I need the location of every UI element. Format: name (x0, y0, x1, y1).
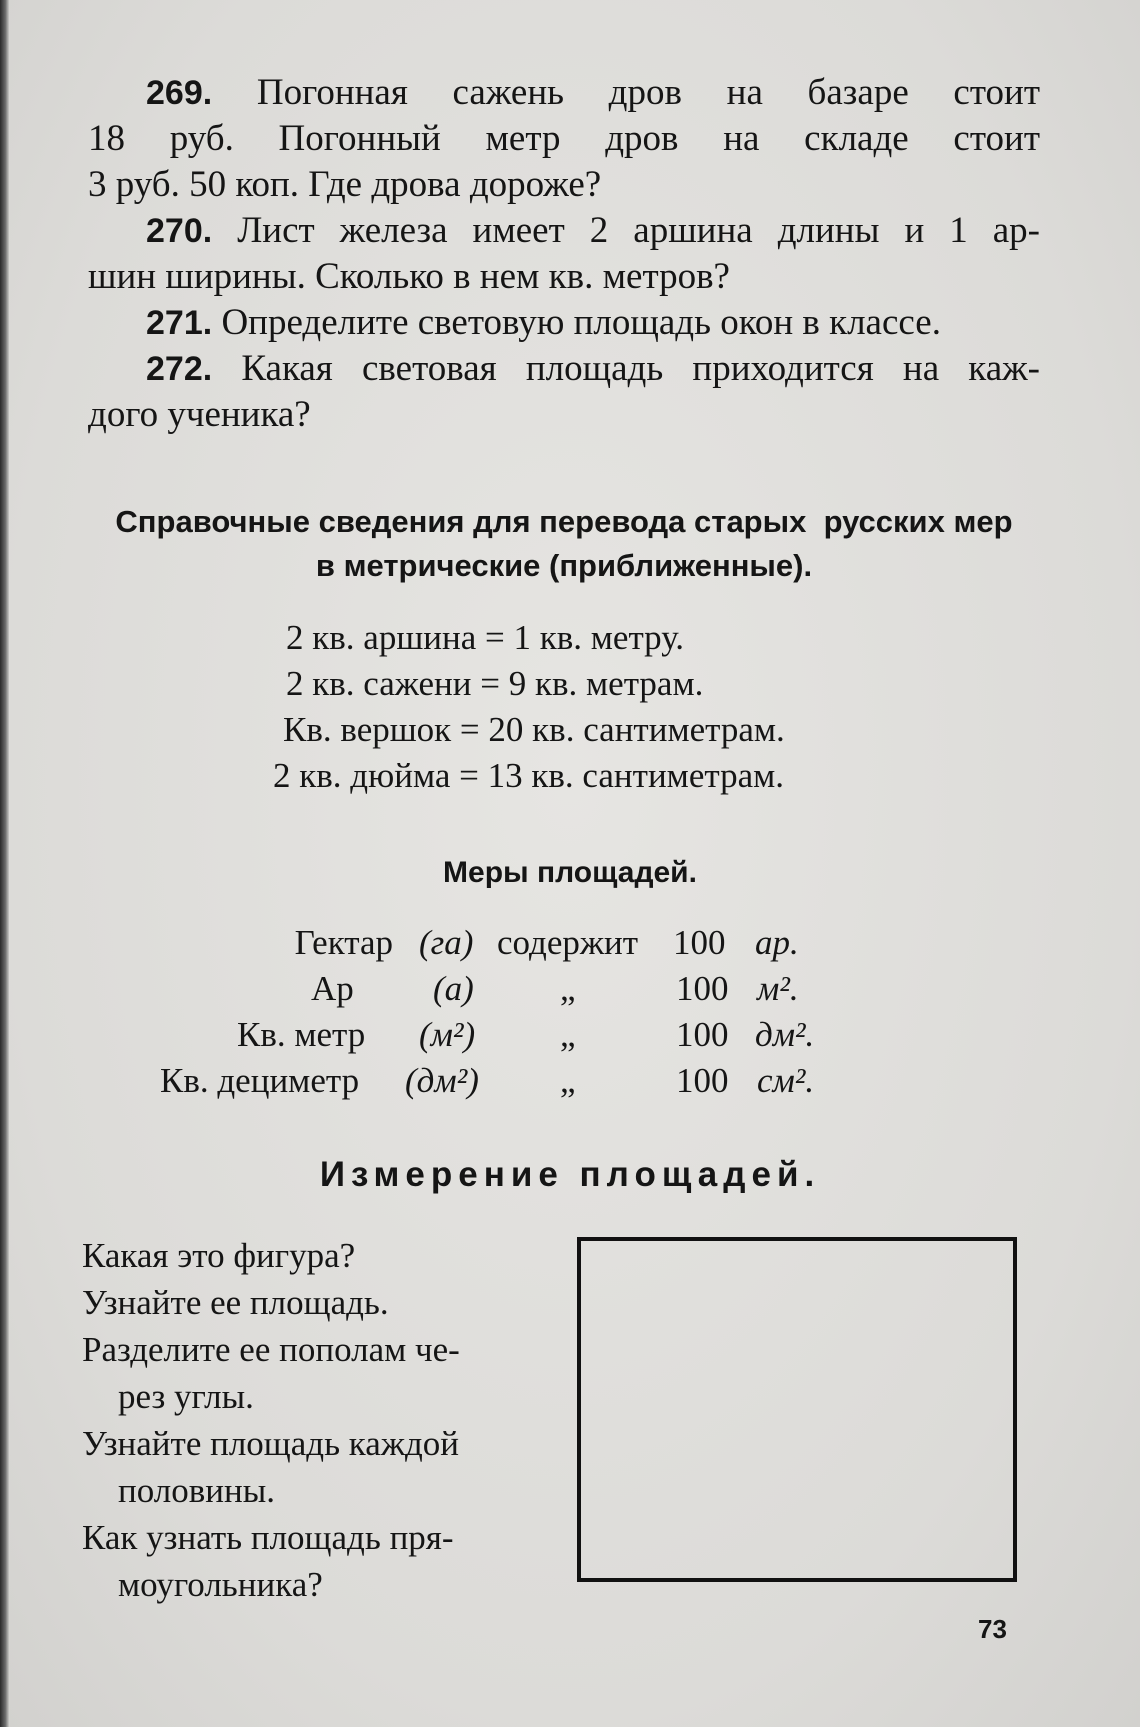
measure-unit: дм². (755, 1015, 815, 1054)
measure-verb: содержит (497, 923, 639, 962)
problem-text: Лист железа имеет 2 аршина длины и 1 ар- (237, 210, 1040, 251)
problem-text: шин ширины. Сколько в нем кв. метров? (88, 256, 730, 297)
conversion-list (250, 615, 950, 799)
question-text-continued: моугольника? (118, 1565, 323, 1604)
measure-abbr-text: (га) (419, 923, 474, 962)
problem-271 (88, 300, 1040, 346)
measure-abbr (419, 920, 473, 966)
problems-block (88, 70, 1040, 438)
measure-abbr (433, 966, 474, 1012)
measure-name: Ар (311, 969, 354, 1008)
question-list (82, 1232, 542, 1608)
question-item (82, 1514, 542, 1608)
question-text: Как узнать площадь пря- (82, 1518, 454, 1557)
question-item (82, 1420, 542, 1514)
page-number: 73 (978, 1614, 1007, 1644)
problem-number: 271. (146, 304, 213, 342)
conversion-line: 2 кв. сажени = 9 кв. метрам. (286, 664, 704, 703)
problem-number: 272. (146, 350, 213, 388)
reference-heading (88, 500, 1040, 588)
question-item (82, 1279, 542, 1326)
question-text: Какая это фигура? (82, 1236, 356, 1275)
area-measurement-heading: Измерение площадей. (319, 1155, 821, 1194)
problem-text: дого ученика? (88, 394, 311, 435)
measure-unit: см². (757, 1061, 815, 1100)
problem-269 (88, 70, 1040, 208)
measure-abbr-text: (дм²) (405, 1061, 479, 1100)
question-text-continued: рез углы. (118, 1377, 254, 1416)
problem-text: Какая световая площадь приходится на каж- (241, 348, 1041, 389)
measure-verb: „ (560, 1061, 576, 1100)
square-figure (577, 1237, 1017, 1582)
problem-272 (88, 346, 1040, 438)
measure-value: 100 (676, 1015, 729, 1054)
problem-text: Погонная сажень дров на базаре стоит (256, 72, 1040, 113)
measure-abbr (419, 1012, 475, 1058)
conversion-line: 2 кв. дюйма = 13 кв. сантиметрам. (273, 756, 785, 795)
measure-unit: ар. (755, 923, 799, 962)
measure-value: 100 (676, 969, 729, 1008)
problem-number: 269. (146, 74, 213, 112)
measures-table (0, 920, 1140, 1120)
measure-name: Кв. дециметр (160, 1061, 360, 1100)
question-text: Разделите ее пополам че- (82, 1330, 460, 1369)
measure-unit: м². (757, 969, 799, 1008)
measure-name: Кв. метр (237, 1015, 366, 1054)
measure-value: 100 (676, 1061, 729, 1100)
question-text-continued: половины. (118, 1471, 275, 1510)
conversion-line: Кв. вершок = 20 кв. сантиметрам. (283, 710, 785, 749)
measure-abbr-text: (м²) (419, 1015, 476, 1054)
measure-name: Гектар (294, 923, 393, 962)
question-text: Узнайте ее площадь. (82, 1283, 389, 1322)
problem-text: 3 руб. 50 коп. Где дрова дороже? (88, 164, 602, 205)
measure-abbr-text: (а) (433, 969, 474, 1008)
conversion-line: 2 кв. аршина = 1 кв. метру. (286, 618, 684, 657)
measures-heading: Меры площадей. (443, 856, 697, 889)
measure-abbr (405, 1058, 479, 1104)
reference-heading-line: Справочные сведения для перевода старых русских мер (115, 504, 1013, 539)
problem-number: 270. (146, 212, 213, 250)
problem-270 (88, 208, 1040, 300)
reference-heading-line: в метрические (приближенные). (315, 548, 813, 583)
question-item (82, 1232, 542, 1279)
problem-text: 18 руб. Погонный метр дров на складе стоит (88, 118, 1040, 159)
measure-value: 100 (673, 923, 726, 962)
measure-verb: „ (560, 969, 576, 1008)
problem-text: Определите световую площадь окон в классе. (221, 302, 941, 343)
question-item (82, 1326, 542, 1420)
question-text: Узнайте площадь каждой (82, 1424, 460, 1463)
measure-verb: „ (560, 1015, 576, 1054)
